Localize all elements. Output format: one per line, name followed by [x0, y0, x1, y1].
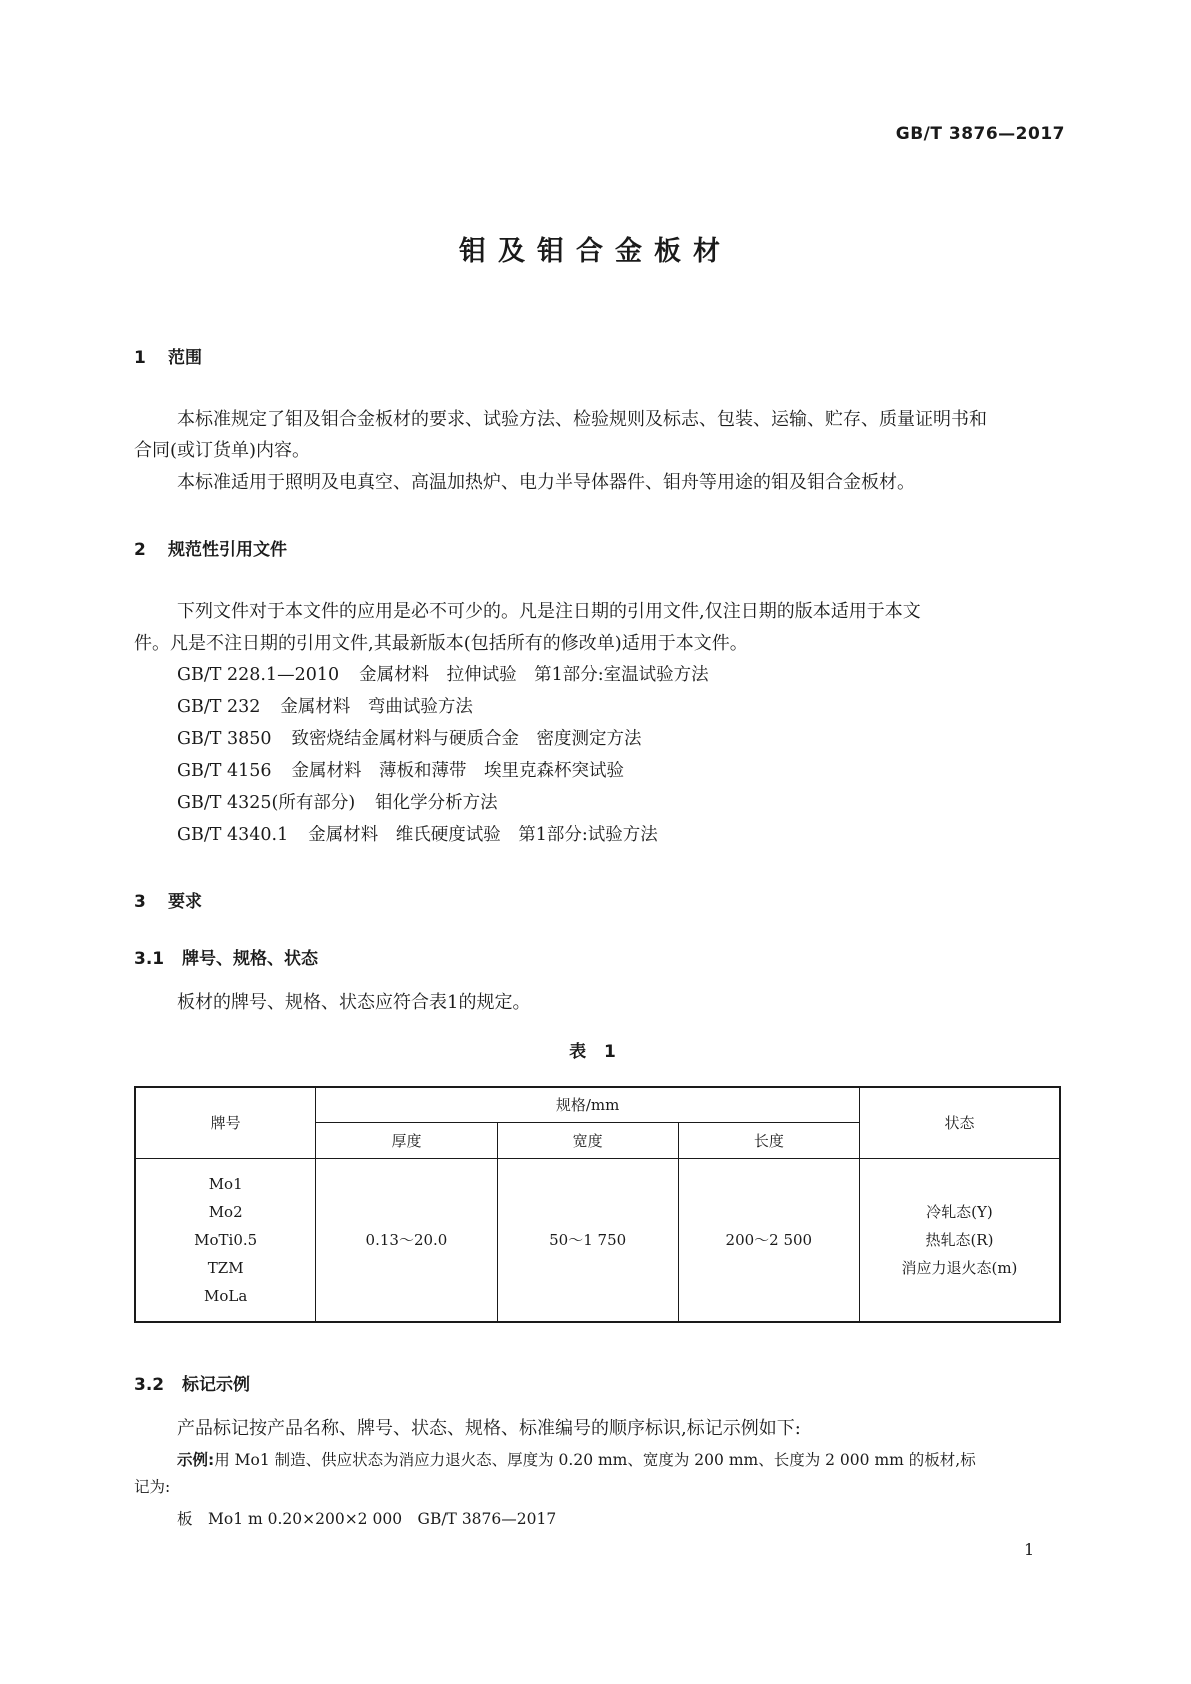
table-title: 表 1: [569, 1042, 622, 1062]
subsection-number: 3.2: [134, 1375, 165, 1395]
reference-item: [177, 821, 658, 846]
reference-item: [177, 725, 642, 750]
grade-value: Mo2: [208, 1202, 243, 1221]
reference-item: [177, 789, 498, 814]
state-value: 热轧态(R): [925, 1230, 994, 1249]
subsection-3-2-heading: [134, 1370, 250, 1395]
example-line: 记为:: [134, 1478, 171, 1496]
width-cell: 50～1 750: [497, 1158, 678, 1322]
state-cell: [859, 1158, 1060, 1322]
section-title: 范围: [168, 348, 202, 368]
reference-title: 金属材料 弯曲试验方法: [280, 697, 473, 717]
example-text: 用 Mo1 制造、供应状态为消应力退火态、厚度为 0.20 mm、宽度为 200 mm、长度为 2 000 mm 的板材,标: [214, 1451, 976, 1469]
reference-title: 金属材料 维氏硬度试验 第1部分:试验方法: [308, 825, 658, 845]
section-title: 规范性引用文件: [168, 540, 287, 560]
section-number: 2: [134, 540, 146, 560]
subsection-number: 3.1: [134, 949, 165, 969]
spec-table: [134, 1086, 1061, 1323]
paragraph-line: 本标准适用于照明及电真空、高温加热炉、电力半导体器件、钼舟等用途的钼及钼合金板材。: [177, 472, 915, 493]
reference-title: 金属材料 拉伸试验 第1部分:室温试验方法: [359, 665, 709, 685]
section-number: 1: [134, 348, 146, 368]
reference-title: 金属材料 薄板和薄带 埃里克森杯突试验: [291, 761, 625, 781]
state-value: 冷轧态(Y): [926, 1202, 993, 1221]
header-thickness: 厚度: [316, 1122, 497, 1158]
header-state: 状态: [859, 1087, 1060, 1158]
grade-value: MoTi0.5: [194, 1230, 258, 1249]
paragraph-line: 件。凡是不注日期的引用文件,其最新版本(包括所有的修改单)适用于本文件。: [134, 633, 748, 654]
table-row: [135, 1158, 1060, 1322]
grade-value: Mo1: [208, 1174, 243, 1193]
section-2-heading: [134, 535, 287, 560]
subsection-title: 标记示例: [182, 1375, 250, 1395]
example-label: 示例:: [177, 1451, 215, 1469]
reference-code: GB/T 3850: [177, 729, 272, 749]
reference-code: GB/T 232: [177, 697, 261, 717]
reference-item: [177, 757, 624, 782]
thickness-cell: 0.13～20.0: [316, 1158, 497, 1322]
header-spec: 规格/mm: [316, 1087, 860, 1122]
header-grade: 牌号: [135, 1087, 316, 1158]
reference-code: GB/T 4325(所有部分): [177, 793, 356, 813]
example-marking: 板 Mo1 m 0.20×200×2 000 GB/T 3876—2017: [177, 1510, 557, 1528]
document-title: 钼及钼合金板材: [459, 236, 732, 267]
grade-cell: [135, 1158, 316, 1322]
reference-code: GB/T 4156: [177, 761, 272, 781]
state-value: 消应力退火态(m): [901, 1258, 1018, 1277]
page-number: 1: [1024, 1540, 1035, 1559]
paragraph-line: 下列文件对于本文件的应用是必不可少的。凡是注日期的引用文件,仅注日期的版本适用于本文: [177, 601, 921, 622]
reference-item: [177, 661, 709, 686]
section-1-heading: [134, 343, 202, 368]
table-header-row: [135, 1087, 1060, 1122]
paragraph-line: 合同(或订货单)内容。: [134, 440, 311, 461]
reference-title: 钼化学分析方法: [375, 793, 498, 813]
standard-number: GB/T 3876—2017: [895, 124, 1065, 144]
paragraph-line: 板材的牌号、规格、状态应符合表1的规定。: [177, 992, 531, 1013]
paragraph-line: 本标准规定了钼及钼合金板材的要求、试验方法、检验规则及标志、包装、运输、贮存、质量证明书和: [177, 409, 987, 430]
paragraph-line: 产品标记按产品名称、牌号、状态、规格、标准编号的顺序标识,标记示例如下:: [177, 1418, 801, 1439]
header-length: 长度: [678, 1122, 859, 1158]
section-title: 要求: [168, 892, 202, 912]
subsection-3-1-heading: [134, 944, 318, 969]
grade-value: TZM: [207, 1258, 244, 1277]
reference-code: GB/T 228.1—2010: [177, 665, 340, 685]
length-cell: 200～2 500: [678, 1158, 859, 1322]
section-3-heading: [134, 887, 202, 912]
reference-title: 致密烧结金属材料与硬质合金 密度测定方法: [291, 729, 642, 749]
grade-value: MoLa: [204, 1286, 248, 1305]
example-line: [177, 1448, 976, 1470]
section-number: 3: [134, 892, 146, 912]
subsection-title: 牌号、规格、状态: [182, 949, 318, 969]
reference-code: GB/T 4340.1: [177, 825, 289, 845]
header-width: 宽度: [497, 1122, 678, 1158]
reference-item: [177, 693, 473, 718]
